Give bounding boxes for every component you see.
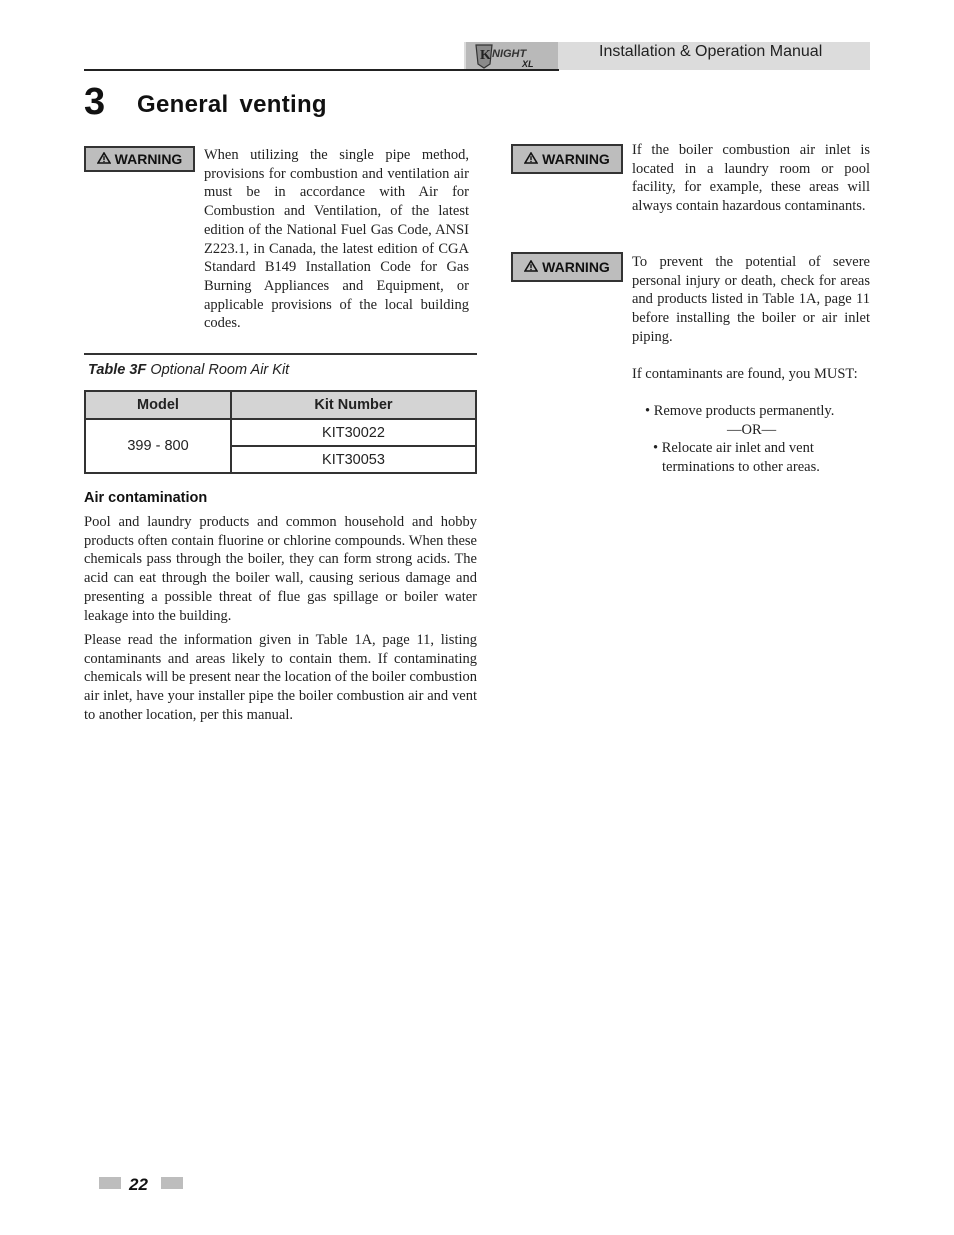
- warning-badge-2: [511, 144, 623, 174]
- svg-text:K: K: [480, 48, 491, 63]
- page-number: 22: [129, 1175, 148, 1194]
- air-contamination-heading: Air contamination: [84, 490, 208, 506]
- page-number-bar-left: [99, 1177, 121, 1189]
- list-item: • Relocate air inlet and vent terminations to other areas.: [653, 440, 820, 476]
- header-rule: [84, 69, 559, 71]
- warning-text-3: To prevent the potential of severe personal injury or death, check for areas and products listed in Table 1A, page 11 before installing the boiler or air inlet piping.: [632, 254, 870, 345]
- table-caption-title: Optional Room Air Kit: [146, 362, 290, 378]
- svg-text:NIGHT: NIGHT: [492, 48, 527, 60]
- warning-badge-1: [84, 146, 195, 172]
- warning-triangle-icon: [524, 151, 538, 167]
- table-caption-number: Table 3F: [88, 362, 147, 378]
- warning-label: WARNING: [114, 151, 183, 167]
- contaminants-intro: If contaminants are found, you MUST:: [632, 366, 858, 382]
- warning-label: WARNING: [542, 259, 610, 275]
- table-header-model: Model: [85, 391, 231, 419]
- brand-logo: [466, 42, 558, 70]
- page-number-bar-right: [161, 1177, 183, 1189]
- svg-text:XL: XL: [522, 59, 534, 69]
- warning-triangle-icon: [97, 151, 111, 167]
- warning-triangle-icon: [524, 259, 538, 275]
- chapter-number: 3: [84, 81, 106, 123]
- warning-label: WARNING: [542, 151, 610, 167]
- list-item: • Remove products permanently.: [645, 403, 835, 419]
- warning-badge-3: [511, 252, 623, 282]
- table-cell-kit: KIT30053: [231, 446, 476, 473]
- table-header-row: [85, 391, 476, 419]
- table-header-kit-number: Kit Number: [231, 391, 476, 419]
- table-rule: [84, 353, 477, 355]
- air-contamination-paragraph-2: Please read the information given in Table 1A, page 11, listing contaminants and areas likely to contain them. If contaminating chemicals will be present near the location of the boiler combustion air inlet, have your installer pipe the boiler combustion air and vent to another location, per this manual.: [84, 632, 477, 723]
- chapter-title: General venting: [137, 91, 327, 118]
- knight-logo-icon: [466, 42, 558, 70]
- room-air-kit-table: [84, 390, 477, 474]
- air-contamination-paragraph-1: Pool and laundry products and common household and hobby products often contain fluorine or chlorine compounds. When these chemicals pass through the boiler, they can form strong acids. The acid can eat through the boiler wall, causing serious damage and presenting a possible threat of flue gas spillage or boiler water leakage into the building.: [84, 514, 477, 624]
- table-caption: [88, 361, 289, 379]
- warning-text-2: If the boiler combustion air inlet is located in a laundry room or pool facility, for example, these areas will always contain hazardous contaminants.: [632, 142, 870, 215]
- contaminants-action-list: [632, 402, 870, 477]
- list-separator: —OR—: [727, 421, 777, 438]
- warning-text-1: When utilizing the single pipe method, provisions for combustion and ventilation air must be in accordance with Air for Combustion and Ventilation, of the latest edition of the National Fuel Gas Code, ANSI Z223.1, in Canada, the latest edition of CGA Standard B149 Installation Code for Gas Burning Appliances and Equipment, or applicable provisions of the local building codes.: [204, 147, 469, 332]
- manual-title: Installation & Operation Manual: [599, 43, 823, 60]
- table-row: [85, 419, 476, 446]
- table-cell-model: 399 - 800: [85, 419, 231, 473]
- table-cell-kit: KIT30022: [231, 419, 476, 446]
